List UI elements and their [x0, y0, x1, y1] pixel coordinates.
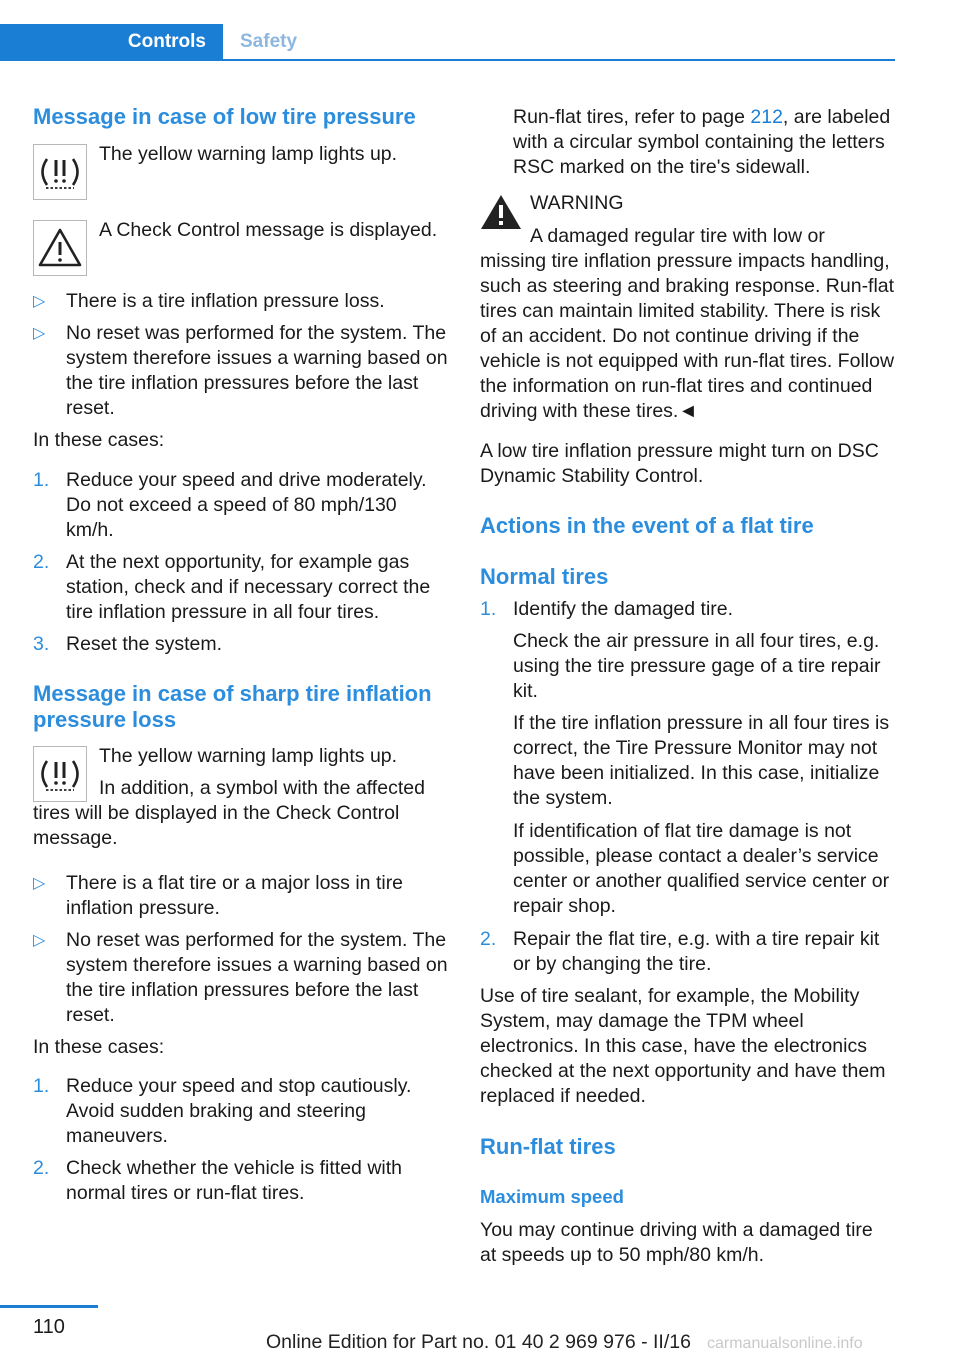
heading-low-tire-pressure: Message in case of low tire pressure	[33, 104, 416, 129]
step-number: 2.	[33, 1157, 50, 1179]
list-item-text: Reset the system.	[66, 633, 223, 655]
sealant-text: Use of tire sealant, for example, the Mobility System, may damage the TPM wheel electronics. In this case, have the electronics checked at the next opportunity and have them replaced if needed.	[480, 985, 886, 1107]
header-tab-bar	[0, 24, 895, 62]
page-link[interactable]: 212	[750, 106, 783, 128]
warning-title: WARNING	[530, 192, 624, 214]
list-item-text: No reset was performed for the system. The system therefore issues a warning based on the tire inflation pressures before the last reset.	[66, 322, 448, 419]
step-number: 1.	[33, 1075, 50, 1097]
bullet-marker: ▷	[33, 875, 46, 892]
page-number: 110	[33, 1316, 65, 1338]
heading-maximum-speed: Maximum speed	[480, 1186, 624, 1207]
heading-normal-tires: Normal tires	[480, 564, 609, 589]
list-item-text: Identify the damaged tire.	[513, 598, 734, 620]
heading-flat-tire-actions: Actions in the event of a flat tire	[480, 513, 814, 538]
tire-pressure-warning-icon	[33, 144, 87, 200]
tab-safety[interactable]: Safety	[240, 31, 298, 52]
list-item-text: Reduce your speed and stop cautiously. Avoid sudden braking and steering maneuvers.	[66, 1075, 412, 1147]
list-item-text: Repair the flat tire, e.g. with a tire repair kit or by changing the tire.	[513, 928, 880, 975]
bullet-marker: ▷	[33, 932, 46, 949]
edition-text: Online Edition for Part no. 01 40 2 969 976 - II/16	[266, 1331, 691, 1353]
low-check-text: A Check Control message is displayed.	[99, 219, 438, 241]
check-control-warning-icon	[33, 220, 87, 276]
footer-rule	[0, 1305, 98, 1308]
bullet-marker: ▷	[33, 293, 46, 310]
watermark: carmanualsonline.info	[707, 1335, 863, 1352]
list-item-text: At the next opportunity, for example gas station, check and if necessary correct the tire inflation pressure in all four tires.	[66, 551, 431, 623]
bullet-marker: ▷	[33, 325, 46, 342]
list-item-text: Check whether the vehicle is fitted with normal tires or run-flat tires.	[66, 1157, 402, 1204]
header-rule	[0, 59, 895, 61]
list-item-text: No reset was performed for the system. The system therefore issues a warning based on the tire inflation pressures before the last reset.	[66, 929, 448, 1026]
step-number: 1.	[480, 598, 497, 620]
tab-controls[interactable]: Controls	[0, 24, 223, 60]
list-item-text: There is a tire inflation pressure loss.	[66, 290, 385, 312]
step1-paragraph: If the tire inflation pressure in all four tires is correct, the Tire Pressure Monitor may not have been initialized. In this case, initialize the system.	[513, 712, 890, 809]
low-lamp-text: The yellow warning lamp lights up.	[99, 143, 398, 165]
heading-sharp-pressure-loss: Message in case of sharp tire inflation pressure loss	[33, 681, 432, 732]
step-number: 1.	[33, 469, 50, 491]
step-number: 2.	[33, 551, 50, 573]
step1-paragraph: If identification of flat tire damage is not possible, please contact a dealer’s service center or another qualified service center or repair shop.	[513, 820, 890, 917]
sharp-lamp-text: The yellow warning lamp lights up.	[99, 745, 398, 767]
heading-runflat-tires: Run-flat tires	[480, 1134, 616, 1159]
list-item-text: Reduce your speed and drive moderately. Do not exceed a speed of 80 mph/130 km/h.	[66, 469, 427, 541]
runflat-reference-text: Run-flat tires, refer to page 212, are labeled with a circular symbol containing the letters RSC marked on the tire's sidewall.	[513, 106, 891, 178]
list-item-text: There is a flat tire or a major loss in tire inflation pressure.	[66, 872, 404, 919]
step-number: 3.	[33, 633, 50, 655]
sharp-symbol-text: In addition, a symbol with the affected tires will be displayed in the Check Control message.	[33, 777, 425, 849]
max-speed-text: You may continue driving with a damaged tire at speeds up to 50 mph/80 km/h.	[480, 1219, 873, 1266]
in-these-cases-text: In these cases:	[33, 429, 165, 451]
step-number: 2.	[480, 928, 497, 950]
in-these-cases-text: In these cases:	[33, 1036, 165, 1058]
warning-text: A damaged regular tire with low or missing tire inflation pressure impacts handling, such as steering and braking response. Run-flat tires can maintain limited stability. There is risk of an accident. Do not continue driving if the vehicle is not equipped with run-flat tires. Follow the information on run-flat tires and continued driving with these tires.◄	[480, 225, 895, 422]
step1-paragraph: Check the air pressure in all four tires, e.g. using the tire pressure gage of a tire repair kit.	[513, 630, 881, 702]
dsc-text: A low tire inflation pressure might turn on DSC Dynamic Stability Control.	[480, 440, 879, 487]
